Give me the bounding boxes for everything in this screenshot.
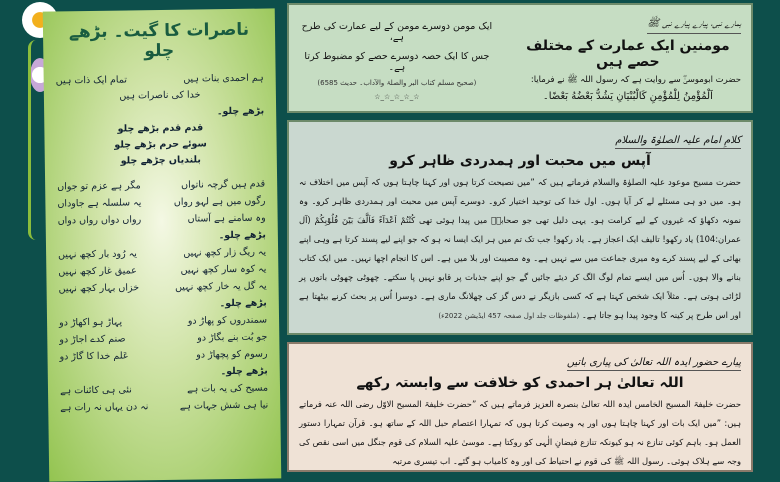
poem-line: یہ کوہ سار کچھ نہیں عمیق غار کچھ نہیں	[58, 263, 267, 278]
poem-line: سمندروں کو پھاڑ دو پہاڑ ہو اکھاڑ دو	[59, 314, 268, 329]
hadith-reference: (صحیح مسلم کتاب البر والصلۃ والآداب۔ حدیث 6585)	[317, 79, 477, 87]
poem-title: ناصرات کا گیت۔ بڑھے چلو	[68, 19, 250, 62]
poem-line: مسیح کی یہ بات ہے نئی ہی کائنات ہے	[59, 382, 269, 397]
section-label: پیارے حضور ایدہ اللہ تعالیٰ کی پیاری باتیں	[567, 357, 741, 371]
refrain: بڑھے چلو۔	[220, 365, 268, 378]
poem-line: ہم احمدی بنات ہیں تمام ایک ذات ہیں	[55, 72, 264, 87]
kalam-heading: آپس میں محبت اور ہمدردی ظاہر کرو	[389, 153, 651, 169]
huzoor-box	[287, 342, 753, 472]
refrain: بڑھے چلو۔	[219, 297, 267, 310]
kalam-reference: (ملفوظات جلد اول صفحہ 457 ایڈیشن 2022ء)	[438, 312, 580, 320]
kalam-body: حضرت مسیح موعود علیہ الصلوٰۃ والسلام فرماتے ہیں کہ ”میں نصیحت کرتا ہوں اور کہنا چاہتا ہوں کہ آپس میں اختلاف نہ ہو۔ میں دو ہی مسئلے لے کر آیا ہوں۔ اول خدا کی توحید اختیار کرو۔ دوسرے آپس میں محبت اور ہمدردی ظاہر کرو۔ وہ نمونہ دکھاؤ کہ غیروں کے لیے کرامت ہو۔ یہی دلیل تھی جو صحابہؓ میں پیدا ہوئی تھی كُنْتُمْ اَعْدَآءً فَاَلَّفَ بَيْنَ قُلُوْبِكُمْ (آل عمران:104) یاد رکھو! تالیف ایک اعجاز ہے۔ یاد رکھو! جب تک تم میں ہر ایک ایسا نہ ہو کہ جو اپنے لیے پسند کرتا ہے وہی اپنے بھائی کے لیے پسند کرے وہ میری جماعت میں سے نہیں ہے۔ وہ مصیبت اور بلا میں ہے۔ اس کا انجام اچھا نہیں۔ میں ایک کتاب بنانے والا ہوں۔ اُس میں ایسے تمام لوگ الگ کر دیئے جائیں گے جو اپنے جذبات پر قابو نہیں پا سکتے۔ چھوٹی چھوٹی باتوں پر لڑائی ہوتی ہے۔ مثلاً ایک شخص کہتا ہے کہ کسی بازیگر نے دس گز کی چھلانگ ماری ہے۔ دوسرا اُس پر بحث کرنے بیٹھتا ہے اور اس طرح پر کینہ کا وجود پیدا ہو جاتا ہے۔ (ملفوظات جلد اول صفحہ 457 ایڈیشن 2022ء)	[299, 177, 741, 320]
stars-divider: ☆_☆_☆_☆_☆	[374, 93, 420, 101]
chorus-line: بلندیاں چڑھے چلو	[120, 154, 202, 167]
poem-line: رسوم کو پچھاڑ دو عَلم خدا کا گاڑ دو	[59, 348, 268, 363]
chorus-line: قدم قدم بڑھے چلو	[117, 122, 204, 135]
section-label: کلامِ امام علیہ الصلوٰۃ والسلام	[615, 135, 741, 149]
hadith-intro: حضرت ابوموسیٰؓ سے روایت ہے کہ رسول اللہ ﷺ نے فرمایا:	[530, 75, 741, 85]
hadith-translation: ایک مومن دوسرے مومن کے لیے عمارت کی طرح ہے،	[301, 21, 493, 43]
hadith-box	[287, 3, 753, 113]
kalam-box	[287, 120, 753, 335]
hadith-heading: مومنین ایک عمارت کے مختلف حصے ہیں	[526, 38, 730, 70]
poem-line: رگوں میں ہے لہو رواں یہ سلسلہ ہے جاوداں	[57, 195, 266, 210]
poem-card	[43, 8, 282, 481]
poem-line: یہ ریگ زار کچھ نہیں یہ رُود بار کچھ نہیں	[58, 246, 267, 261]
hadith-arabic: اَلْمُؤْمِنُ لِلْمُؤْمِنِ كَالْبُنْيَانِ يَشُدُّ بَعْضُهُ بَعْضًا۔	[542, 91, 713, 102]
poem-line: خدا کی ناصرات ہیں	[119, 89, 201, 102]
poem-line: یہ گل یہ خار کچھ نہیں خزاں بہار کچھ نہیں	[58, 280, 267, 295]
section-label: ہمارے نبی، پیارے پیارے نبی ﷺ	[647, 17, 741, 34]
huzoor-heading: اللہ تعالیٰ ہر احمدی کو خلافت سے وابستہ رکھے	[356, 375, 684, 391]
poem-line: قدم ہیں گرچہ ناتواں مگر ہے عزم تو جواں	[57, 178, 266, 193]
refrain: بڑھے چلو۔	[216, 105, 265, 118]
hadith-translation: جس کا ایک حصہ دوسرے حصے کو مضبوط کرتا ہے۔	[304, 51, 490, 73]
huzoor-body: حضرت خلیفۃ المسیح الخامس ایدہ اللہ تعالیٰ بنصرہ العزیز فرماتے ہیں کہ ”حضرت خلیفۃ المسیح الاوّل رضی اللہ عنہ فرماتے ہیں: ”میں ایک بات اور کہنا چاہتا ہوں اور یہ وصیت کرتا ہوں کہ تمہارا اعتصام حبل اللہ کے ساتھ ہو۔ قرآن تمہارا دستور العمل ہو۔ باہم کوئی تنازع نہ ہو کیونکہ تنازع فیضانِ الٰہی کو روکتا ہے۔ موسیٰ علیہ السلام کی قوم جنگل میں اسی نقص کی وجہ سے ہلاک ہوئی۔ رسول اللہ ﷺ کی قوم نے احتیاط کی اور وہ کامیاب ہو گئے۔ اب تیسری مرتبہ	[299, 399, 741, 466]
poem-line: جو بُت بنے بگاڑ دو صنم کدے اجاڑ دو	[59, 331, 268, 346]
chorus-line: سوئے حرم بڑھے چلو	[114, 138, 207, 151]
refrain: بڑھے چلو۔	[218, 229, 266, 242]
poem-line: وہ سامنے ہے آستاں رواں دواں رواں دواں	[57, 212, 266, 227]
vine-decoration	[28, 40, 44, 240]
poem-line: نیا ہی شش جہات ہے نہ دن یہاں نہ رات ہے	[60, 399, 269, 414]
